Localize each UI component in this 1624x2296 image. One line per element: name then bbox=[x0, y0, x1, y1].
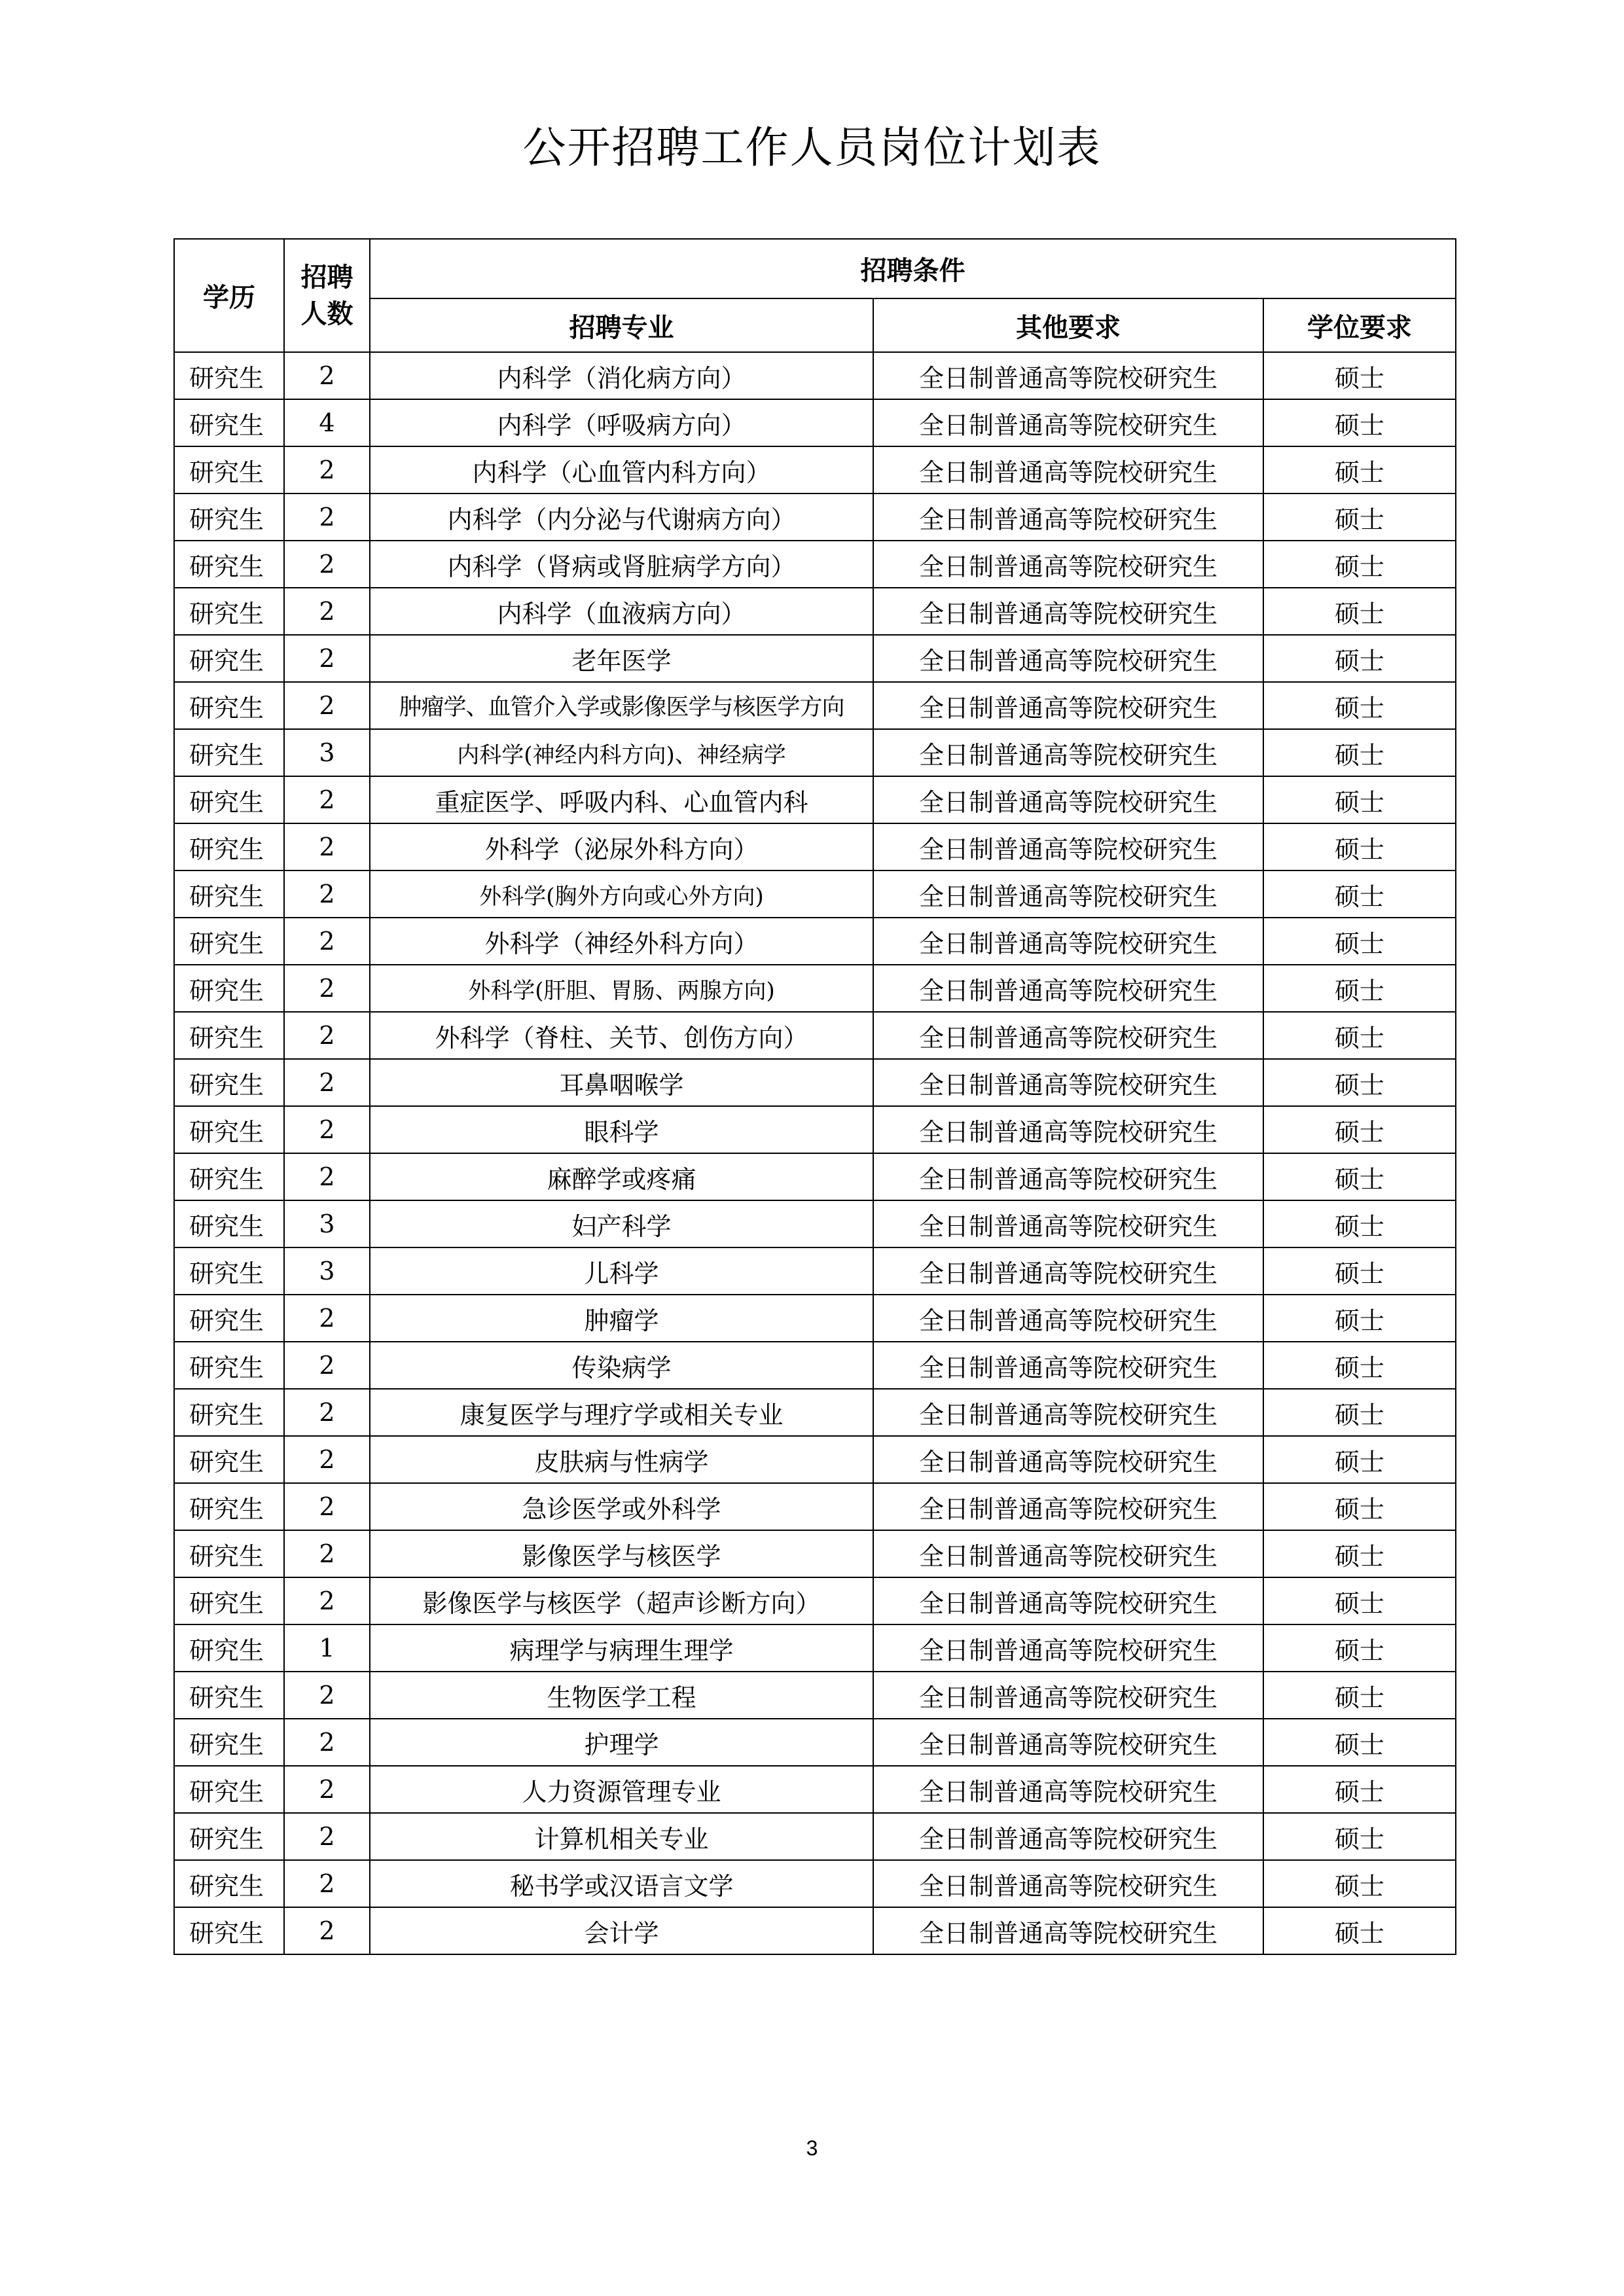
table-row bbox=[174, 1342, 1456, 1389]
cell-count: 2 bbox=[284, 1483, 370, 1530]
cell-degree: 硕士 bbox=[1263, 1624, 1456, 1672]
cell-major: 外科学(肝胆、胃肠、两腺方向) bbox=[370, 965, 873, 1012]
cell-major: 老年医学 bbox=[370, 635, 873, 682]
cell-education: 研究生 bbox=[174, 918, 284, 965]
cell-other-requirement: 全日制普通高等院校研究生 bbox=[873, 1200, 1263, 1247]
cell-degree: 硕士 bbox=[1263, 1907, 1456, 1954]
cell-degree: 硕士 bbox=[1263, 1766, 1456, 1813]
table-row bbox=[174, 1577, 1456, 1624]
cell-education: 研究生 bbox=[174, 588, 284, 635]
cell-degree: 硕士 bbox=[1263, 1436, 1456, 1483]
table-row bbox=[174, 588, 1456, 635]
recruitment-plan-table bbox=[173, 238, 1456, 1955]
cell-major: 计算机相关专业 bbox=[370, 1813, 873, 1860]
cell-count: 2 bbox=[284, 1860, 370, 1907]
table-row bbox=[174, 1295, 1456, 1342]
cell-major: 肿瘤学 bbox=[370, 1295, 873, 1342]
cell-major: 外科学（神经外科方向） bbox=[370, 918, 873, 965]
cell-other-requirement: 全日制普通高等院校研究生 bbox=[873, 729, 1263, 776]
cell-degree: 硕士 bbox=[1263, 1530, 1456, 1577]
page-number: 3 bbox=[806, 2136, 818, 2160]
cell-count: 2 bbox=[284, 588, 370, 635]
cell-education: 研究生 bbox=[174, 541, 284, 588]
cell-other-requirement: 全日制普通高等院校研究生 bbox=[873, 918, 1263, 965]
cell-major: 秘书学或汉语言文学 bbox=[370, 1860, 873, 1907]
cell-degree: 硕士 bbox=[1263, 446, 1456, 493]
cell-other-requirement: 全日制普通高等院校研究生 bbox=[873, 1106, 1263, 1153]
cell-degree: 硕士 bbox=[1263, 1059, 1456, 1106]
cell-other-requirement: 全日制普通高等院校研究生 bbox=[873, 776, 1263, 823]
cell-education: 研究生 bbox=[174, 1012, 284, 1059]
cell-other-requirement: 全日制普通高等院校研究生 bbox=[873, 1813, 1263, 1860]
cell-education: 研究生 bbox=[174, 1106, 284, 1153]
cell-count: 2 bbox=[284, 682, 370, 729]
cell-other-requirement: 全日制普通高等院校研究生 bbox=[873, 493, 1263, 541]
cell-education: 研究生 bbox=[174, 1860, 284, 1907]
table-row bbox=[174, 635, 1456, 682]
cell-count: 2 bbox=[284, 1342, 370, 1389]
table-row bbox=[174, 1530, 1456, 1577]
cell-degree: 硕士 bbox=[1263, 1342, 1456, 1389]
table-row bbox=[174, 1106, 1456, 1153]
cell-education: 研究生 bbox=[174, 1342, 284, 1389]
table-row bbox=[174, 399, 1456, 446]
cell-other-requirement: 全日制普通高等院校研究生 bbox=[873, 823, 1263, 870]
table-row bbox=[174, 352, 1456, 399]
cell-major: 妇产科学 bbox=[370, 1200, 873, 1247]
header-count-line1: 招聘 bbox=[300, 262, 353, 293]
table-row bbox=[174, 1200, 1456, 1247]
cell-education: 研究生 bbox=[174, 1436, 284, 1483]
cell-major: 外科学（脊柱、关节、创伤方向） bbox=[370, 1012, 873, 1059]
cell-degree: 硕士 bbox=[1263, 776, 1456, 823]
cell-degree: 硕士 bbox=[1263, 1106, 1456, 1153]
cell-count: 2 bbox=[284, 493, 370, 541]
cell-education: 研究生 bbox=[174, 682, 284, 729]
cell-other-requirement: 全日制普通高等院校研究生 bbox=[873, 352, 1263, 399]
cell-major: 病理学与病理生理学 bbox=[370, 1624, 873, 1672]
cell-education: 研究生 bbox=[174, 1813, 284, 1860]
cell-degree: 硕士 bbox=[1263, 1247, 1456, 1295]
cell-degree: 硕士 bbox=[1263, 1012, 1456, 1059]
cell-major: 护理学 bbox=[370, 1719, 873, 1766]
cell-major: 内科学（呼吸病方向） bbox=[370, 399, 873, 446]
cell-education: 研究生 bbox=[174, 1907, 284, 1954]
cell-count: 2 bbox=[284, 870, 370, 918]
cell-education: 研究生 bbox=[174, 1624, 284, 1672]
cell-other-requirement: 全日制普通高等院校研究生 bbox=[873, 1153, 1263, 1200]
cell-count: 2 bbox=[284, 1295, 370, 1342]
cell-count: 2 bbox=[284, 1153, 370, 1200]
cell-count: 2 bbox=[284, 1106, 370, 1153]
cell-major: 内科学（消化病方向） bbox=[370, 352, 873, 399]
cell-count: 2 bbox=[284, 1577, 370, 1624]
cell-education: 研究生 bbox=[174, 965, 284, 1012]
cell-other-requirement: 全日制普通高等院校研究生 bbox=[873, 1719, 1263, 1766]
cell-major: 传染病学 bbox=[370, 1342, 873, 1389]
cell-count: 2 bbox=[284, 1530, 370, 1577]
header-count-line2: 人数 bbox=[300, 298, 353, 329]
header-other: 其他要求 bbox=[873, 298, 1263, 352]
cell-education: 研究生 bbox=[174, 1483, 284, 1530]
cell-degree: 硕士 bbox=[1263, 1672, 1456, 1719]
cell-degree: 硕士 bbox=[1263, 1153, 1456, 1200]
cell-count: 2 bbox=[284, 1907, 370, 1954]
cell-other-requirement: 全日制普通高等院校研究生 bbox=[873, 1577, 1263, 1624]
table-row bbox=[174, 1012, 1456, 1059]
cell-education: 研究生 bbox=[174, 352, 284, 399]
cell-education: 研究生 bbox=[174, 729, 284, 776]
cell-education: 研究生 bbox=[174, 1153, 284, 1200]
cell-major: 耳鼻咽喉学 bbox=[370, 1059, 873, 1106]
table-row bbox=[174, 965, 1456, 1012]
table-row bbox=[174, 541, 1456, 588]
cell-major: 肿瘤学、血管介入学或影像医学与核医学方向 bbox=[370, 682, 873, 729]
table-row bbox=[174, 870, 1456, 918]
table-row bbox=[174, 1907, 1456, 1954]
cell-count: 2 bbox=[284, 965, 370, 1012]
table-row bbox=[174, 1389, 1456, 1436]
cell-other-requirement: 全日制普通高等院校研究生 bbox=[873, 446, 1263, 493]
cell-major: 影像医学与核医学（超声诊断方向） bbox=[370, 1577, 873, 1624]
table-row bbox=[174, 493, 1456, 541]
cell-other-requirement: 全日制普通高等院校研究生 bbox=[873, 588, 1263, 635]
cell-count: 2 bbox=[284, 918, 370, 965]
cell-education: 研究生 bbox=[174, 635, 284, 682]
cell-count: 1 bbox=[284, 1624, 370, 1672]
cell-major: 内科学（心血管内科方向） bbox=[370, 446, 873, 493]
cell-other-requirement: 全日制普通高等院校研究生 bbox=[873, 870, 1263, 918]
cell-other-requirement: 全日制普通高等院校研究生 bbox=[873, 1012, 1263, 1059]
table-row bbox=[174, 918, 1456, 965]
table-row bbox=[174, 823, 1456, 870]
cell-degree: 硕士 bbox=[1263, 399, 1456, 446]
cell-degree: 硕士 bbox=[1263, 1483, 1456, 1530]
cell-major: 急诊医学或外科学 bbox=[370, 1483, 873, 1530]
cell-degree: 硕士 bbox=[1263, 965, 1456, 1012]
cell-other-requirement: 全日制普通高等院校研究生 bbox=[873, 1530, 1263, 1577]
cell-major: 麻醉学或疼痛 bbox=[370, 1153, 873, 1200]
cell-other-requirement: 全日制普通高等院校研究生 bbox=[873, 635, 1263, 682]
cell-count: 2 bbox=[284, 1059, 370, 1106]
cell-count: 2 bbox=[284, 1719, 370, 1766]
cell-education: 研究生 bbox=[174, 1530, 284, 1577]
cell-education: 研究生 bbox=[174, 1295, 284, 1342]
cell-degree: 硕士 bbox=[1263, 1200, 1456, 1247]
table-row bbox=[174, 1860, 1456, 1907]
cell-degree: 硕士 bbox=[1263, 1577, 1456, 1624]
cell-major: 儿科学 bbox=[370, 1247, 873, 1295]
header-count bbox=[284, 239, 370, 352]
cell-other-requirement: 全日制普通高等院校研究生 bbox=[873, 1436, 1263, 1483]
table-row bbox=[174, 1247, 1456, 1295]
cell-degree: 硕士 bbox=[1263, 682, 1456, 729]
cell-count: 2 bbox=[284, 635, 370, 682]
cell-other-requirement: 全日制普通高等院校研究生 bbox=[873, 682, 1263, 729]
page-title: 公开招聘工作人员岗位计划表 bbox=[522, 122, 1102, 173]
cell-other-requirement: 全日制普通高等院校研究生 bbox=[873, 1907, 1263, 1954]
cell-other-requirement: 全日制普通高等院校研究生 bbox=[873, 1342, 1263, 1389]
cell-other-requirement: 全日制普通高等院校研究生 bbox=[873, 1624, 1263, 1672]
cell-degree: 硕士 bbox=[1263, 823, 1456, 870]
table-row bbox=[174, 1153, 1456, 1200]
cell-count: 2 bbox=[284, 823, 370, 870]
cell-count: 2 bbox=[284, 1813, 370, 1860]
cell-education: 研究生 bbox=[174, 823, 284, 870]
cell-degree: 硕士 bbox=[1263, 1813, 1456, 1860]
cell-other-requirement: 全日制普通高等院校研究生 bbox=[873, 1766, 1263, 1813]
cell-degree: 硕士 bbox=[1263, 1860, 1456, 1907]
cell-other-requirement: 全日制普通高等院校研究生 bbox=[873, 1483, 1263, 1530]
table-row bbox=[174, 1436, 1456, 1483]
cell-major: 人力资源管理专业 bbox=[370, 1766, 873, 1813]
cell-degree: 硕士 bbox=[1263, 541, 1456, 588]
cell-degree: 硕士 bbox=[1263, 1295, 1456, 1342]
cell-education: 研究生 bbox=[174, 399, 284, 446]
cell-count: 2 bbox=[284, 1766, 370, 1813]
table-row bbox=[174, 446, 1456, 493]
cell-education: 研究生 bbox=[174, 1766, 284, 1813]
cell-degree: 硕士 bbox=[1263, 918, 1456, 965]
cell-education: 研究生 bbox=[174, 1059, 284, 1106]
table-row bbox=[174, 776, 1456, 823]
cell-count: 2 bbox=[284, 1436, 370, 1483]
table-row bbox=[174, 1483, 1456, 1530]
table-row bbox=[174, 729, 1456, 776]
cell-other-requirement: 全日制普通高等院校研究生 bbox=[873, 965, 1263, 1012]
cell-major: 内科学（血液病方向） bbox=[370, 588, 873, 635]
cell-major: 重症医学、呼吸内科、心血管内科 bbox=[370, 776, 873, 823]
cell-degree: 硕士 bbox=[1263, 729, 1456, 776]
cell-major: 眼科学 bbox=[370, 1106, 873, 1153]
cell-count: 3 bbox=[284, 1247, 370, 1295]
cell-education: 研究生 bbox=[174, 1200, 284, 1247]
cell-count: 2 bbox=[284, 1672, 370, 1719]
cell-major: 内科学(神经内科方向)、神经病学 bbox=[370, 729, 873, 776]
table-row bbox=[174, 1719, 1456, 1766]
table-row bbox=[174, 682, 1456, 729]
cell-major: 影像医学与核医学 bbox=[370, 1530, 873, 1577]
cell-count: 3 bbox=[284, 729, 370, 776]
cell-count: 2 bbox=[284, 1389, 370, 1436]
cell-major: 康复医学与理疗学或相关专业 bbox=[370, 1389, 873, 1436]
cell-count: 4 bbox=[284, 399, 370, 446]
cell-count: 2 bbox=[284, 352, 370, 399]
cell-other-requirement: 全日制普通高等院校研究生 bbox=[873, 1247, 1263, 1295]
cell-major: 皮肤病与性病学 bbox=[370, 1436, 873, 1483]
cell-education: 研究生 bbox=[174, 1719, 284, 1766]
cell-other-requirement: 全日制普通高等院校研究生 bbox=[873, 1295, 1263, 1342]
table-row bbox=[174, 1672, 1456, 1719]
cell-education: 研究生 bbox=[174, 1577, 284, 1624]
cell-degree: 硕士 bbox=[1263, 1389, 1456, 1436]
header-education: 学历 bbox=[174, 239, 284, 352]
cell-degree: 硕士 bbox=[1263, 493, 1456, 541]
cell-major: 生物医学工程 bbox=[370, 1672, 873, 1719]
cell-other-requirement: 全日制普通高等院校研究生 bbox=[873, 541, 1263, 588]
header-major: 招聘专业 bbox=[370, 298, 873, 352]
cell-major: 外科学(胸外方向或心外方向) bbox=[370, 870, 873, 918]
cell-count: 2 bbox=[284, 541, 370, 588]
cell-other-requirement: 全日制普通高等院校研究生 bbox=[873, 399, 1263, 446]
header-conditions: 招聘条件 bbox=[370, 239, 1456, 298]
cell-other-requirement: 全日制普通高等院校研究生 bbox=[873, 1860, 1263, 1907]
cell-count: 2 bbox=[284, 776, 370, 823]
cell-degree: 硕士 bbox=[1263, 352, 1456, 399]
table-row bbox=[174, 1059, 1456, 1106]
table-row bbox=[174, 1813, 1456, 1860]
cell-education: 研究生 bbox=[174, 446, 284, 493]
cell-other-requirement: 全日制普通高等院校研究生 bbox=[873, 1389, 1263, 1436]
table-body bbox=[174, 352, 1456, 1954]
cell-education: 研究生 bbox=[174, 493, 284, 541]
header-degree: 学位要求 bbox=[1263, 298, 1456, 352]
cell-major: 会计学 bbox=[370, 1907, 873, 1954]
table-row bbox=[174, 1624, 1456, 1672]
cell-major: 内科学（肾病或肾脏病学方向） bbox=[370, 541, 873, 588]
cell-degree: 硕士 bbox=[1263, 635, 1456, 682]
cell-other-requirement: 全日制普通高等院校研究生 bbox=[873, 1672, 1263, 1719]
cell-education: 研究生 bbox=[174, 870, 284, 918]
cell-degree: 硕士 bbox=[1263, 1719, 1456, 1766]
cell-education: 研究生 bbox=[174, 1247, 284, 1295]
cell-major: 内科学（内分泌与代谢病方向） bbox=[370, 493, 873, 541]
cell-count: 2 bbox=[284, 1012, 370, 1059]
cell-education: 研究生 bbox=[174, 776, 284, 823]
table-row bbox=[174, 1766, 1456, 1813]
cell-other-requirement: 全日制普通高等院校研究生 bbox=[873, 1059, 1263, 1106]
cell-education: 研究生 bbox=[174, 1672, 284, 1719]
cell-major: 外科学（泌尿外科方向） bbox=[370, 823, 873, 870]
cell-count: 3 bbox=[284, 1200, 370, 1247]
cell-degree: 硕士 bbox=[1263, 588, 1456, 635]
cell-education: 研究生 bbox=[174, 1389, 284, 1436]
cell-count: 2 bbox=[284, 446, 370, 493]
cell-degree: 硕士 bbox=[1263, 870, 1456, 918]
